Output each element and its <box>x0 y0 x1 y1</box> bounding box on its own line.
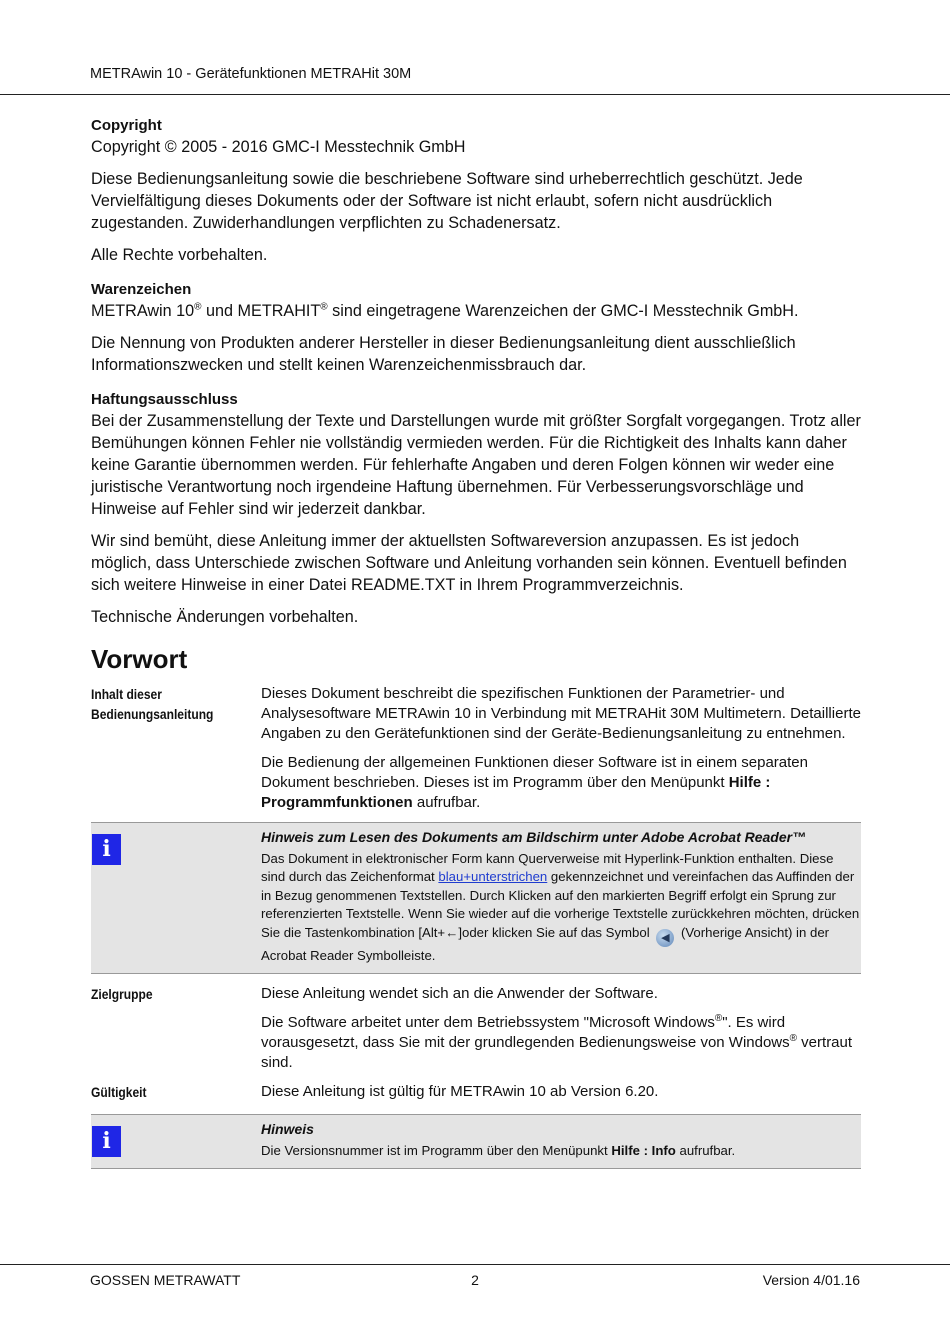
footer-rule <box>0 1264 950 1265</box>
inhalt-row <box>91 684 861 822</box>
zielgruppe-row <box>91 984 861 1082</box>
hyperlink-example[interactable]: blau+unterstrichen <box>438 869 548 884</box>
disclaimer-paragraph-1: Bei der Zusammenstellung der Texte und Darstellungen wurde mit größter Sorgfalt vorgegangen. Trotz aller Bemühungen können Fehler nie vollständig vermieden werden. Für die Richtigkeit des Inhalts kann daher keine Garantie übernommen werden. Für fehlerhafte Angaben und deren Folgen können wir weder eine juristische Verantwortung noch irgendeine Haftung übernehmen. Für Verbesserungsvorschläge und Hinweise auf Fehler sind wir jederzeit dankbar. <box>91 412 861 518</box>
info-icon: i <box>92 834 121 865</box>
info-icon: i <box>92 1126 121 1157</box>
page-content <box>91 116 861 1179</box>
gueltigkeit-paragraph: Diese Anleitung ist gültig für METRAwin 10 ab Version 6.20. <box>261 1083 659 1100</box>
acrobat-hint-text: Das Dokument in elektronischer Form kann Querverweise mit Hyperlink-Funktion enthalten. Diese sind durch das Zeichenformat blau+unterstrichen gekennzeichnet und vereinfachen das Auffinden der in Bezug genommenen Textstellen. Durch Klicken auf den markierten Begriff erfolgt ein Sprung zur referenzierten Textstelle. Wenn Sie wieder auf die vorherige Textstelle zurückkehren möchten, drücken Sie die Tastenkombination [Alt+←]oder klicken Sie auf das Symbol ◀ (Vorherige Ansicht) in der Acrobat Reader Symbolleiste. <box>261 850 860 963</box>
copyright-line: Copyright © 2005 - 2016 GMC-I Messtechnik GmbH <box>91 138 466 156</box>
trademark-paragraph: METRAwin 10® und METRAHIT® sind eingetragene Warenzeichen der GMC-I Messtechnik GmbH. <box>91 301 799 320</box>
page-number: 2 <box>471 1272 479 1288</box>
trademark-paragraph-2: Die Nennung von Produkten anderer Hersteller in dieser Bedienungsanleitung dient ausschließlich Informationszwecken und stellt keinen Warenzeichenmissbrauch dar. <box>91 334 796 374</box>
version-hint-text: Die Versionsnummer ist im Programm über den Menüpunkt Hilfe : Info aufrufbar. <box>261 1142 736 1158</box>
version-hint-title: Hinweis <box>261 1121 314 1137</box>
acrobat-hint-box <box>91 822 861 974</box>
inhalt-paragraph-2: Die Bedienung der allgemeinen Funktionen dieser Software ist in einem separaten Dokument beschrieben. Dieses ist im Programm über den Menüpunkt Hilfe : Programmfunktionen aufrufbar. <box>261 754 808 811</box>
footer-company: GOSSEN METRAWATT <box>90 1272 241 1288</box>
page-header: METRAwin 10 - Gerätefunktionen METRAHit 30M <box>90 66 412 82</box>
zielgruppe-paragraph-2: Die Software arbeitet unter dem Betriebssystem "Microsoft Windows®". Es wird vorausgesetzt, dass Sie mit der grundlegenden Bedienungsweise von Windows® vertraut sind. <box>261 1013 853 1071</box>
copyright-paragraph: Diese Bedienungsanleitung sowie die beschriebene Software sind urheberrechtlich geschützt. Jede Vervielfältigung dieses Dokuments oder der Software ist nicht erlaubt, sofern nicht ausdrücklich zugestanden. Zuwiderhandlungen verpflichten zu Schadenersatz. <box>91 170 803 232</box>
rights-reserved: Alle Rechte vorbehalten. <box>91 246 268 264</box>
copyright-heading: Copyright <box>91 117 162 134</box>
menu-reference: Hilfe : Programmfunktionen <box>261 774 771 811</box>
header-rule <box>0 94 950 95</box>
inhalt-label: Inhalt dieser Bedienungsanleitung <box>91 686 214 722</box>
previous-view-icon: ◀ <box>656 929 674 947</box>
gueltigkeit-label: Gültigkeit <box>91 1084 147 1100</box>
version-hint-box <box>91 1114 861 1169</box>
zielgruppe-label: Zielgruppe <box>91 986 153 1002</box>
disclaimer-heading: Haftungsausschluss <box>91 391 238 408</box>
inhalt-paragraph-1: Dieses Dokument beschreibt die spezifischen Funktionen der Parametrier- und Analysesoftware METRAwin 10 in Verbindung mit METRAHit 30M Multimetern. Detaillierte Angaben zu den Gerätefunktionen sind der Geräte-Bedienungsanleitung zu entnehmen. <box>261 685 861 742</box>
zielgruppe-paragraph-1: Diese Anleitung wendet sich an die Anwender der Software. <box>261 985 658 1002</box>
acrobat-hint-title: Hinweis zum Lesen des Dokuments am Bildschirm unter Adobe Acrobat Reader™ <box>261 829 807 845</box>
vorwort-heading: Vorwort <box>91 644 188 674</box>
disclaimer-paragraph-3: Technische Änderungen vorbehalten. <box>91 608 359 626</box>
footer-version: Version 4/01.16 <box>762 1272 860 1288</box>
trademark-heading: Warenzeichen <box>91 281 192 298</box>
disclaimer-paragraph-2: Wir sind bemüht, diese Anleitung immer der aktuellsten Softwareversion anzupassen. Es ist jedoch möglich, dass Unterschiede zwischen Software und Anleitung vorhanden sein können. Eventuell befinden sich weitere Hinweise in einer Datei README.TXT in Ihrem Programmverzeichnis. <box>91 532 847 594</box>
left-arrow-icon: ← <box>445 924 459 940</box>
gueltigkeit-row <box>91 1082 861 1114</box>
page-footer <box>90 1272 860 1288</box>
